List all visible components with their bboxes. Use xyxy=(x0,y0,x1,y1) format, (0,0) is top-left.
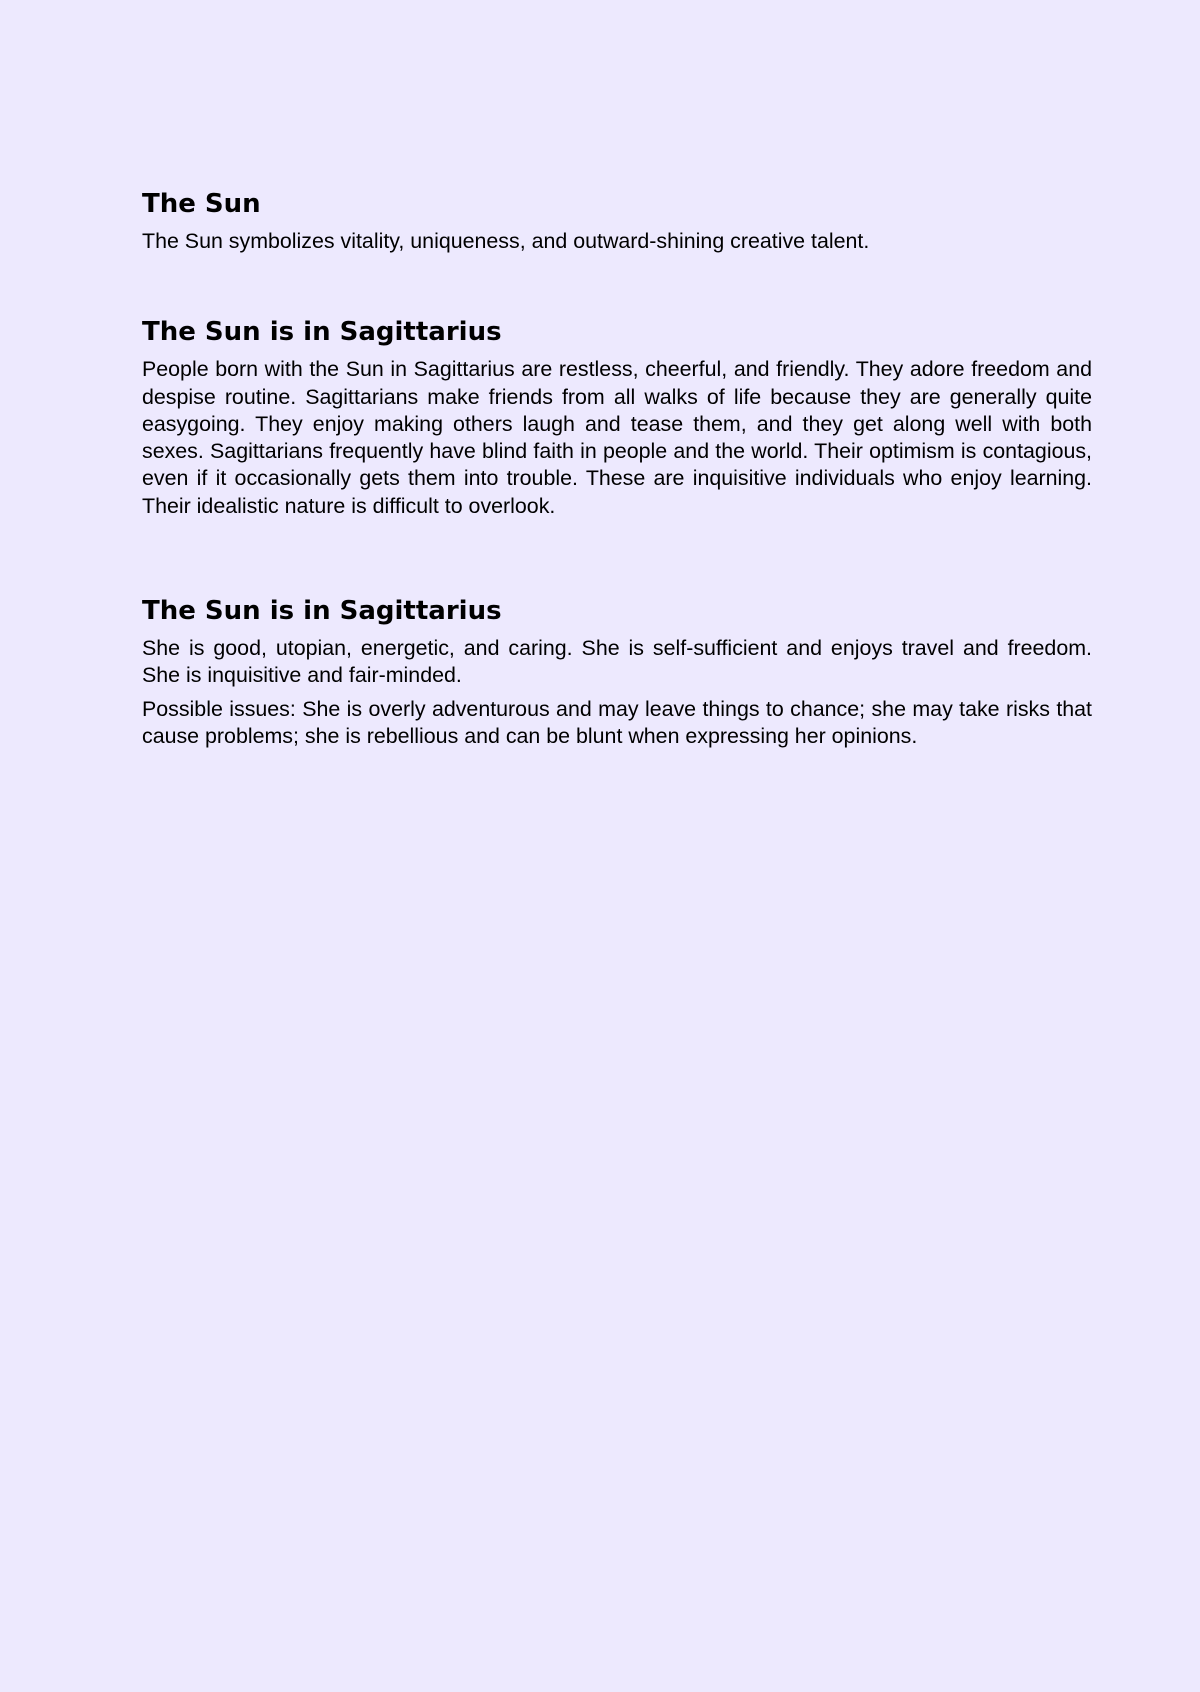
document-page xyxy=(142,182,1092,750)
section-the-sun xyxy=(142,182,1092,255)
section-heading: The Sun xyxy=(142,189,261,219)
section-sun-in-sagittarius-woman xyxy=(142,589,1092,750)
section-paragraph: People born with the Sun in Sagittarius are restless, cheerful, and friendly. They adore freedom and despise routine. Sagittarians make friends from all walks of life because they are generally quite easygoing. They enjoy making others laugh and tease them, and they get along well with both sexes. Sagittarians frequently have blind faith in people and the world. Their optimism is contagious, even if it occasionally gets them into trouble. These are inquisitive individuals who enjoy learning. Their idealistic nature is difficult to overlook. xyxy=(142,357,1092,518)
section-heading: The Sun is in Sagittarius xyxy=(142,317,502,348)
section-paragraph: The Sun symbolizes vitality, uniqueness, and outward-shining creative talent. xyxy=(142,229,870,253)
section-paragraph: She is good, utopian, energetic, and caring. She is self-sufficient and enjoys travel and freedom. She is inquisitive and fair-minded. xyxy=(142,636,1092,688)
section-sun-in-sagittarius xyxy=(142,310,1092,520)
section-heading: The Sun is in Sagittarius xyxy=(142,596,502,627)
possible-issues-paragraph: Possible issues: She is overly adventurous and may leave things to chance; she may take risks that cause problems; she is rebellious and can be blunt when expressing her opinions. xyxy=(142,696,1092,748)
